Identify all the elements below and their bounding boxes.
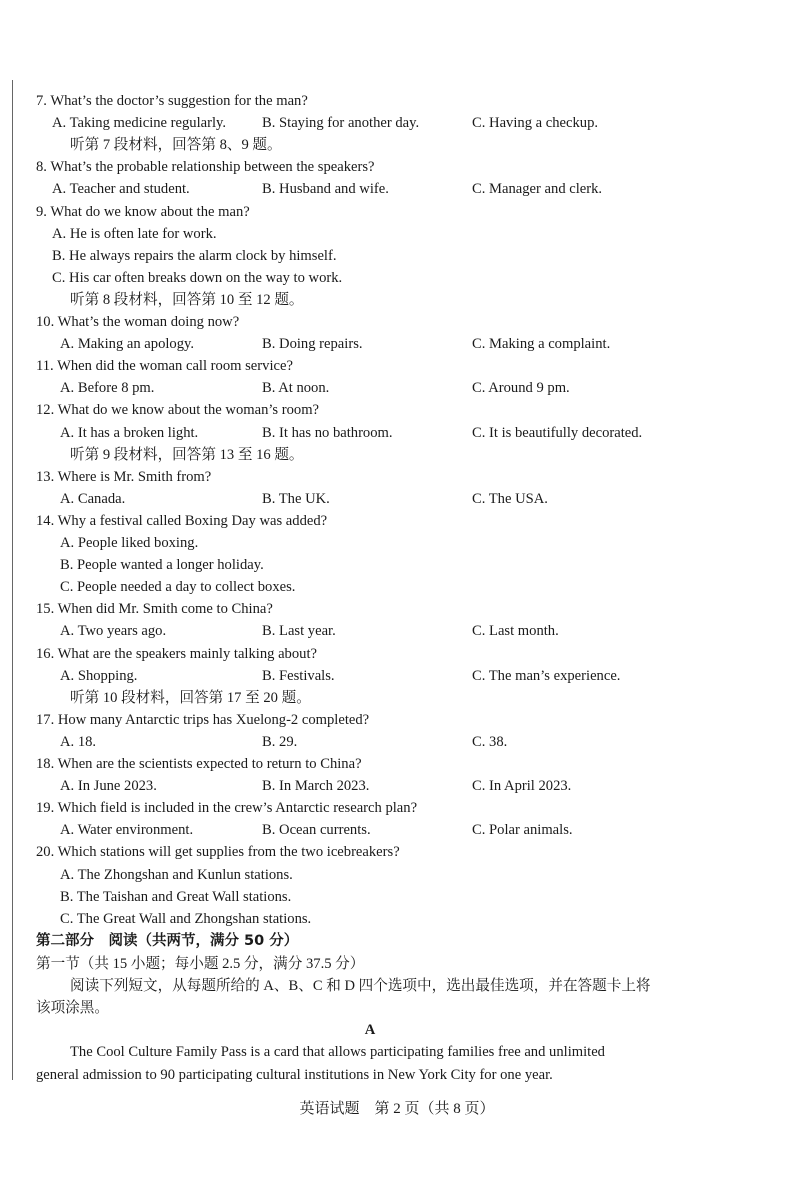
- question-stem: 11. When did the woman call room service?: [36, 358, 293, 375]
- answer-option: A. The Zhongshan and Kunlun stations.: [60, 866, 293, 883]
- question-stem: 15. When did Mr. Smith come to China?: [36, 601, 273, 618]
- answer-option: B. He always repairs the alarm clock by himself.: [52, 247, 337, 264]
- answer-option: C. Around 9 pm.: [472, 380, 570, 397]
- answer-option: A. Making an apology.: [60, 336, 195, 353]
- question-stem: 10. What’s the woman doing now?: [36, 314, 240, 330]
- question-stem: 14. Why a festival called Boxing Day was added?: [36, 512, 328, 529]
- page-footer: 英语试题 第 2 页（共 8 页）: [299, 1101, 495, 1117]
- question-stem: 12. What do we know about the woman’s room?: [36, 402, 320, 419]
- answer-option: A. Taking medicine regularly.: [52, 115, 227, 132]
- answer-option: B. Last year.: [262, 623, 336, 640]
- answer-option: B. In March 2023.: [262, 778, 370, 795]
- answer-option: B. Staying for another day.: [262, 115, 420, 132]
- answer-option: C. The man’s experience.: [472, 667, 621, 684]
- answer-option: B. 29.: [262, 733, 298, 750]
- answer-option: B. It has no bathroom.: [262, 424, 393, 441]
- answer-option: A. Teacher and student.: [52, 181, 190, 198]
- reading-instruction-2: 该项涂黑。: [36, 1000, 109, 1016]
- section-instruction: 听第 7 段材料，回答第 8、9 题。: [70, 137, 282, 154]
- question-stem: 13. Where is Mr. Smith from?: [36, 468, 212, 485]
- answer-option: C. Manager and clerk.: [472, 181, 603, 198]
- answer-option: C. 38.: [472, 733, 508, 750]
- answer-option: B. The Taishan and Great Wall stations.: [60, 888, 292, 905]
- answer-option: A. It has a broken light.: [60, 424, 199, 441]
- question-stem: 9. What do we know about the man?: [36, 203, 250, 220]
- answer-option: A. He is often late for work.: [52, 225, 217, 242]
- answer-option: C. Making a complaint.: [472, 336, 611, 353]
- answer-option: A. In June 2023.: [60, 778, 157, 795]
- answer-option: B. The UK.: [262, 490, 330, 507]
- passage-line-2: general admission to 90 participating cultural institutions in New York City for one year.: [36, 1067, 553, 1083]
- question-stem: 8. What’s the probable relationship between the speakers?: [36, 159, 375, 176]
- answer-option: B. At noon.: [262, 380, 330, 397]
- section-instruction: 听第 10 段材料，回答第 17 至 20 题。: [70, 689, 311, 706]
- passage-label: A: [364, 1022, 376, 1038]
- answer-option: C. It is beautifully decorated.: [472, 424, 643, 441]
- answer-option: A. Canada.: [60, 490, 126, 507]
- answer-option: A. 18.: [60, 733, 97, 750]
- answer-option: B. People wanted a longer holiday.: [60, 557, 264, 574]
- section1-title: 第一节（共 15 小题；每小题 2.5 分，满分 37.5 分）: [36, 956, 365, 972]
- question-stem: 20. Which stations will get supplies from the two icebreakers?: [36, 844, 400, 861]
- section-instruction: 听第 8 段材料，回答第 10 至 12 题。: [70, 291, 304, 308]
- reading-instruction-1: 阅读下列短文，从每题所给的 A、B、C 和 D 四个选项中，选出最佳选项，并在答题卡上将: [70, 978, 651, 994]
- answer-option: C. The Great Wall and Zhongshan stations.: [60, 910, 312, 927]
- part2-title: 第二部分 阅读（共两节，满分 50 分）: [36, 933, 299, 949]
- answer-option: B. Husband and wife.: [262, 181, 389, 198]
- answer-option: C. His car often breaks down on the way to work.: [52, 269, 343, 286]
- answer-option: C. Having a checkup.: [472, 115, 599, 132]
- answer-option: C. In April 2023.: [472, 778, 572, 795]
- answer-option: A. Shopping.: [60, 667, 138, 684]
- answer-option: C. Last month.: [472, 623, 559, 640]
- section-instruction: 听第 9 段材料，回答第 13 至 16 题。: [70, 446, 304, 463]
- question-stem: 16. What are the speakers mainly talking about?: [36, 645, 317, 662]
- answer-option: A. Water environment.: [60, 822, 194, 839]
- question-stem: 18. When are the scientists expected to return to China?: [36, 756, 362, 772]
- passage-line-1: The Cool Culture Family Pass is a card that allows participating families free and unlimited: [70, 1044, 605, 1060]
- question-stem: 19. Which field is included in the crew’s Antarctic research plan?: [36, 800, 418, 817]
- question-stem: 7. What’s the doctor’s suggestion for the man?: [36, 93, 308, 109]
- answer-option: A. People liked boxing.: [60, 535, 199, 551]
- question-stem: 17. How many Antarctic trips has Xuelong-2 completed?: [36, 711, 370, 728]
- answer-option: A. Before 8 pm.: [60, 380, 155, 397]
- answer-option: C. Polar animals.: [472, 822, 573, 839]
- answer-option: B. Doing repairs.: [262, 336, 363, 353]
- answer-option: C. The USA.: [472, 490, 548, 507]
- answer-option: C. People needed a day to collect boxes.: [60, 579, 296, 596]
- answer-option: B. Ocean currents.: [262, 822, 371, 839]
- answer-option: A. Two years ago.: [60, 623, 167, 640]
- margin-rule: [12, 80, 13, 1080]
- answer-option: B. Festivals.: [262, 667, 335, 684]
